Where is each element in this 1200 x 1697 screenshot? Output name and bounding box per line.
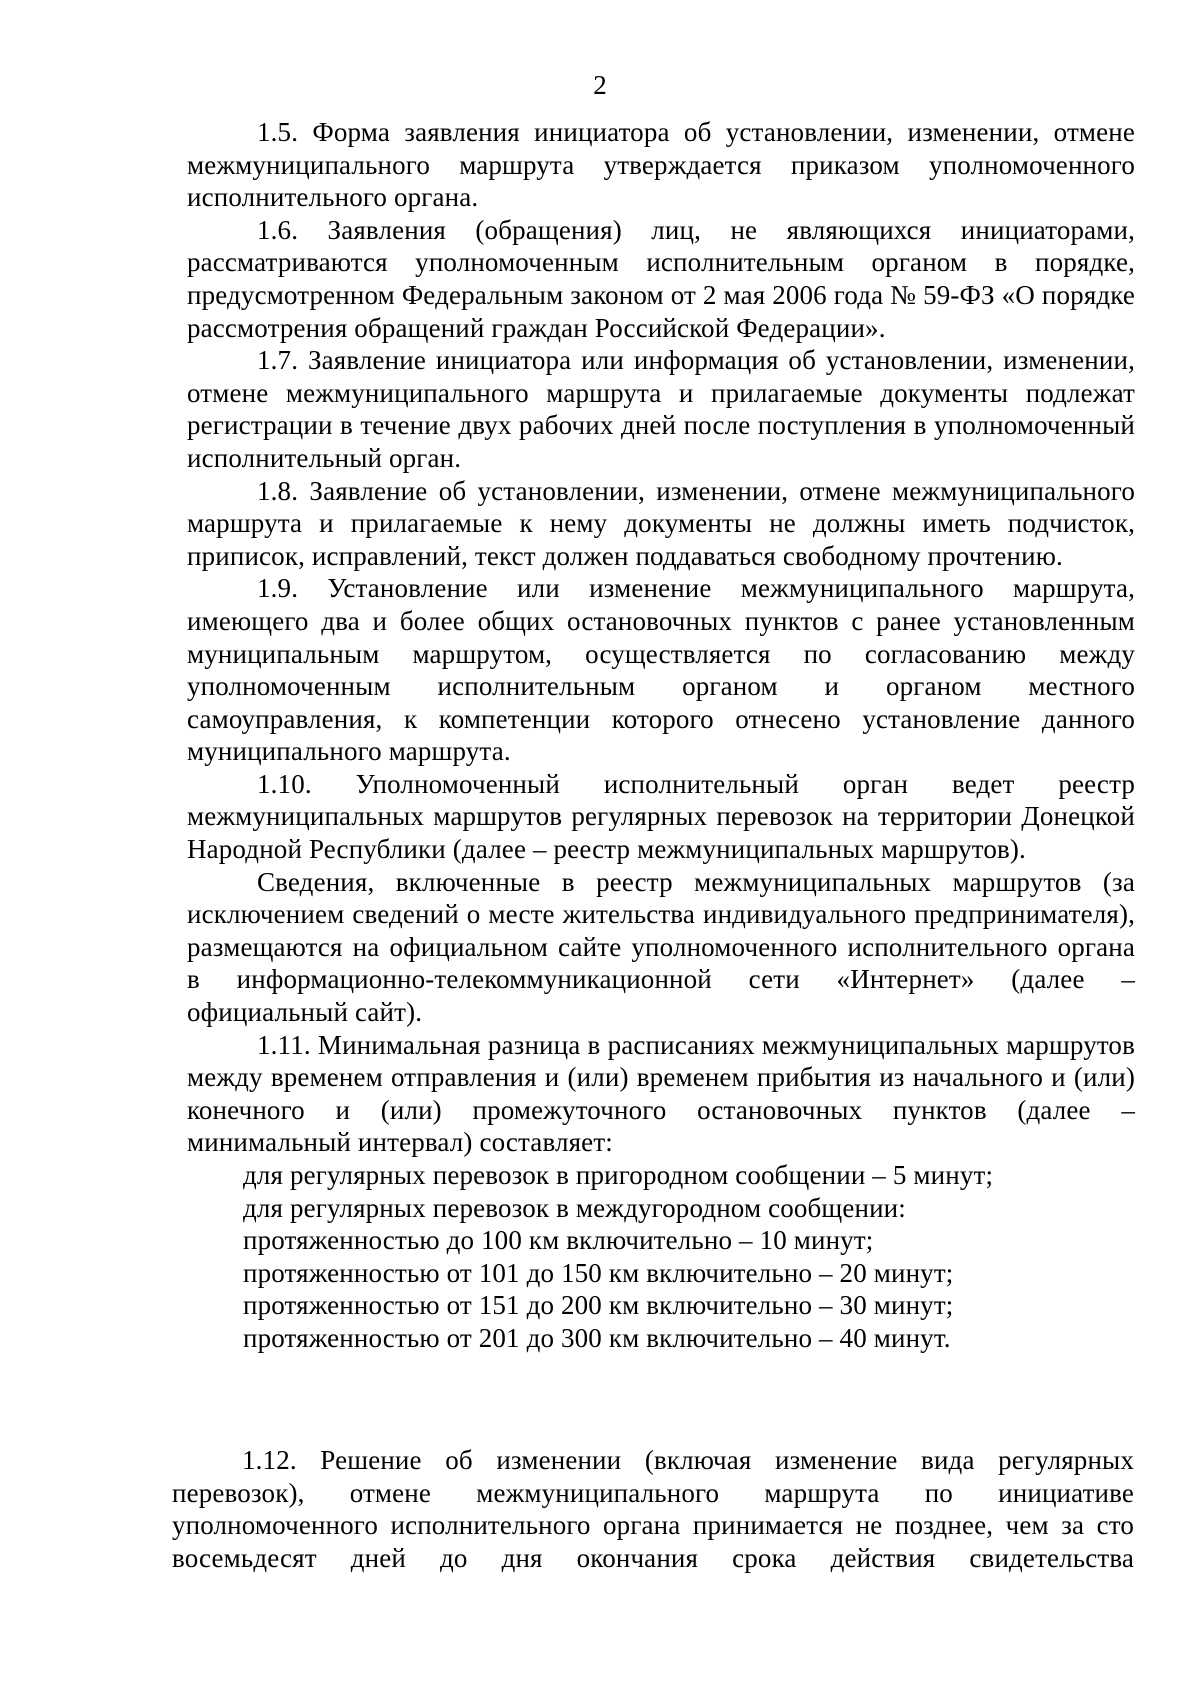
document-body-continued bbox=[172, 1444, 1134, 1574]
paragraph-registry-info: Сведения, включенные в реестр межмуниципальных маршрутов (за исключением сведений о месте жительства индивидуального предпринимателя), размещаются на официальном сайте уполномоченного исполнительного органа в информационно-телекоммуникационной сети «Интернет» (далее – официальный сайт). bbox=[187, 866, 1135, 1028]
paragraph-1-7: 1.7. Заявление инициатора или информация об установлении, изменении, отмене межмуниципального маршрута и прилагаемые документы подлежат регистрации в течение двух рабочих дней после поступления в уполномоченный исполнительный орган. bbox=[187, 345, 1135, 473]
interval-item: для регулярных перевозок в пригородном сообщении – 5 минут; bbox=[243, 1160, 994, 1190]
paragraph-1-12: 1.12. Решение об изменении (включая изменение вида регулярных перевозок), отмене межмуниципального маршрута по инициативе уполномоченного исполнительного органа принимается не позднее, чем за сто восемьдесят дней до дня окончания срока действия свидетельства bbox=[172, 1445, 1134, 1573]
paragraph-1-9: 1.9. Установление или изменение межмуниципального маршрута, имеющего два и более общих остановочных пунктов с ранее установленным муниципальным маршрутом, осуществляется по согласованию между уполномоченным исполнительным органом и органом местного самоуправления, к компетенции которого отнесено установление данного муниципального маршрута. bbox=[187, 573, 1135, 767]
paragraph-1-5: 1.5. Форма заявления инициатора об установлении, изменении, отмене межмуниципального маршрута утверждается приказом уполномоченного исполнительного органа. bbox=[187, 117, 1135, 213]
paragraph-1-6: 1.6. Заявления (обращения) лиц, не являющихся инициаторами, рассматриваются уполномоченным исполнительным органом в порядке, предусмотренном Федеральным законом от 2 мая 2006 года № 59-ФЗ «О порядке рассмотрения обращений граждан Российской Федерации». bbox=[187, 214, 1135, 343]
page-number: 2 bbox=[593, 70, 607, 100]
paragraph-1-11: 1.11. Минимальная разница в расписаниях межмуниципальных маршрутов между временем отправления и (или) временем прибытия из начального и (или) конечного и (или) промежуточного остановочных пунктов (далее – минимальный интервал) составляет: bbox=[187, 1029, 1135, 1158]
interval-item: протяженностью до 100 км включительно – 10 минут; bbox=[243, 1225, 874, 1256]
paragraph-1-10: 1.10. Уполномоченный исполнительный орган ведет реестр межмуниципальных маршрутов регулярных перевозок на территории Донецкой Народной Республики (далее – реестр межмуниципальных маршрутов). bbox=[187, 768, 1135, 865]
paragraph-1-8: 1.8. Заявление об установлении, изменении, отмене межмуниципального маршрута и прилагаемые к нему документы не должны иметь подчисток, приписок, исправлений, текст должен поддаваться свободному прочтению. bbox=[187, 475, 1135, 571]
interval-item: для регулярных перевозок в междугородном сообщении: bbox=[243, 1192, 906, 1223]
interval-item: протяженностью от 101 до 150 км включительно – 20 минут; bbox=[243, 1257, 954, 1288]
interval-item: протяженностью от 201 до 300 км включительно – 40 минут. bbox=[243, 1322, 951, 1353]
interval-item: протяженностью от 151 до 200 км включительно – 30 минут; bbox=[243, 1290, 954, 1321]
document-body bbox=[187, 116, 1135, 1355]
